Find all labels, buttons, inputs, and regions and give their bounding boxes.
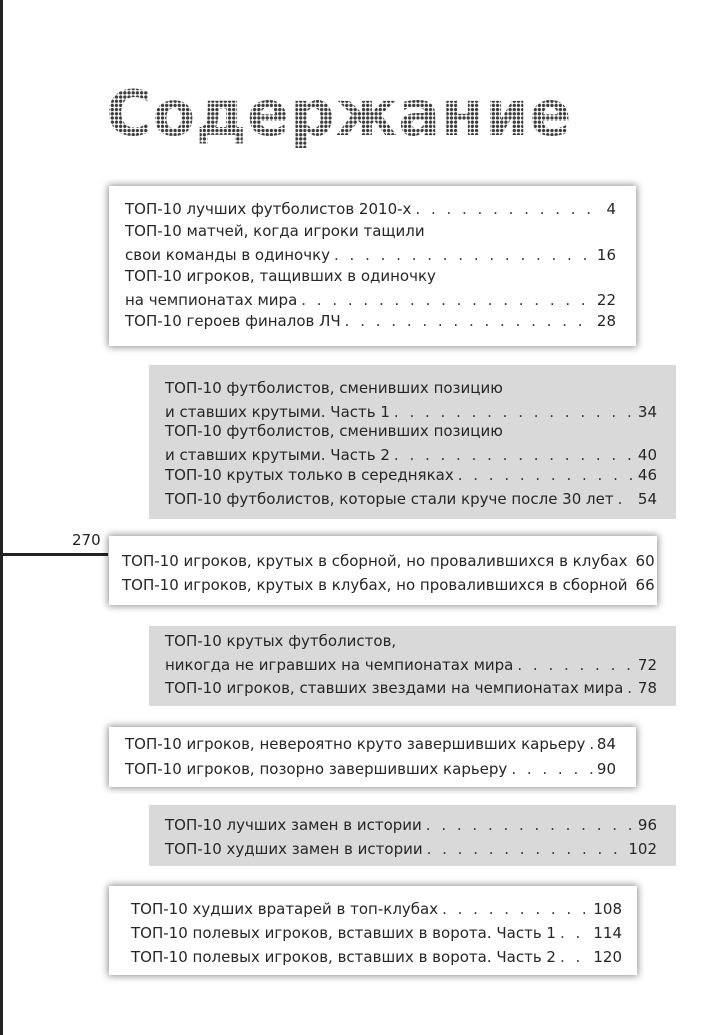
- leader-dots: [618, 487, 634, 511]
- toc-entry-page: 46: [637, 466, 657, 484]
- toc-entry-page: 108: [593, 900, 622, 918]
- toc-entry-page: 60: [635, 552, 655, 570]
- toc-entry-title: ТОП-10 игроков, крутых в сборной, но провалившихся в клубах: [122, 552, 628, 570]
- page-title: Содержание: [106, 74, 572, 154]
- page-number-rule: [0, 553, 108, 556]
- toc-entry-page: 34: [637, 403, 657, 421]
- toc-entry-title: ТОП-10 лучших замен в истории: [165, 816, 422, 834]
- toc-entry-title: и ставших крутыми. Часть 1: [165, 403, 390, 421]
- leader-dots: [511, 757, 593, 781]
- toc-entry[interactable]: [165, 376, 657, 424]
- toc-entry-page: 66: [635, 576, 655, 594]
- toc-entry-title: никогда не игравших на чемпионатах мира: [165, 656, 514, 674]
- leader-dots: [517, 653, 634, 677]
- toc-entry[interactable]: [131, 945, 622, 969]
- toc-entry-page: 40: [637, 446, 657, 464]
- toc-entry-page: 96: [637, 816, 657, 834]
- toc-entry[interactable]: [125, 197, 616, 221]
- toc-entry-page: 4: [606, 200, 616, 218]
- leader-dots: [458, 463, 634, 487]
- leader-dots: [627, 676, 634, 700]
- leader-dots: [427, 837, 625, 861]
- toc-entry-title: ТОП-10 лучших футболистов 2010-х: [125, 200, 412, 218]
- leader-dots: [345, 309, 593, 333]
- toc-entry-title: ТОП-10 худших вратарей в топ-клубах: [131, 900, 439, 918]
- toc-entry[interactable]: [125, 219, 616, 267]
- toc-entry-page: 120: [593, 948, 622, 966]
- toc-entry[interactable]: [125, 757, 616, 781]
- toc-entry-title: ТОП-10 худших замен в истории: [165, 840, 423, 858]
- toc-entry-title: ТОП-10 крутых футболистов,: [165, 632, 397, 650]
- leader-dots: [442, 897, 589, 921]
- toc-entry-title: ТОП-10 футболистов, сменивших позицию: [165, 379, 503, 397]
- toc-entry-title: ТОП-10 футболистов, которые стали круче после 30 лет: [165, 490, 614, 508]
- toc-entry[interactable]: [165, 837, 657, 861]
- toc-entry[interactable]: [131, 897, 622, 921]
- toc-entry[interactable]: [122, 549, 655, 573]
- toc-entry[interactable]: [131, 921, 622, 945]
- leader-dots: [589, 732, 593, 756]
- leader-dots: [415, 197, 602, 221]
- toc-entry-title: ТОП-10 игроков, крутых в клубах, но провалившихся в сборной: [122, 576, 628, 594]
- toc-entry-title: ТОП-10 игроков, тащивших в одиночку: [125, 267, 436, 285]
- toc-entry-page: 72: [637, 656, 657, 674]
- toc-entry[interactable]: [165, 419, 657, 467]
- page-spine-line: [0, 0, 3, 1035]
- toc-entry[interactable]: [125, 264, 616, 312]
- toc-entry-page: 84: [596, 735, 616, 753]
- toc-entry-title: ТОП-10 матчей, когда игроки тащили: [125, 222, 425, 240]
- toc-entry-title: на чемпионатах мира: [125, 291, 298, 309]
- toc-entry-page: 54: [637, 490, 657, 508]
- page-number: 270: [72, 531, 101, 549]
- toc-entry[interactable]: [165, 463, 657, 487]
- leader-dots: [560, 945, 589, 969]
- toc-entry-page: 16: [596, 246, 616, 264]
- toc-entry-title: ТОП-10 полевых игроков, вставших в ворота. Часть 1: [131, 924, 556, 942]
- toc-entry-page: 90: [596, 760, 616, 778]
- toc-entry-title: ТОП-10 полевых игроков, вставших в ворота. Часть 2: [131, 948, 556, 966]
- toc-entry-title: ТОП-10 футболистов, сменивших позицию: [165, 422, 503, 440]
- toc-entry-title: и ставших крутыми. Часть 2: [165, 446, 390, 464]
- toc-entry-title: ТОП-10 игроков, позорно завершивших карьеру: [125, 760, 508, 778]
- toc-entry[interactable]: [165, 487, 657, 511]
- toc-entry-title: ТОП-10 героев финалов ЛЧ: [125, 312, 341, 330]
- toc-entry[interactable]: [165, 676, 657, 700]
- toc-entry[interactable]: [122, 573, 655, 597]
- toc-entry-page: 102: [628, 840, 657, 858]
- toc-entry-page: 78: [637, 679, 657, 697]
- toc-entry-page: 22: [596, 291, 616, 309]
- toc-entry-page: 114: [593, 924, 622, 942]
- leader-dots: [560, 921, 589, 945]
- leader-dots: [426, 813, 634, 837]
- toc-entry-title: ТОП-10 игроков, ставших звездами на чемпионатах мира: [165, 679, 624, 697]
- toc-entry[interactable]: [165, 629, 657, 677]
- toc-entry-title: свои команды в одиночку: [125, 246, 331, 264]
- toc-entry[interactable]: [125, 309, 616, 333]
- toc-entry-page: 28: [596, 312, 616, 330]
- toc-entry-title: ТОП-10 крутых только в середняках: [165, 466, 454, 484]
- toc-entry-title: ТОП-10 игроков, невероятно круто завершивших карьеру: [125, 735, 586, 753]
- toc-entry[interactable]: [125, 732, 616, 756]
- toc-entry[interactable]: [165, 813, 657, 837]
